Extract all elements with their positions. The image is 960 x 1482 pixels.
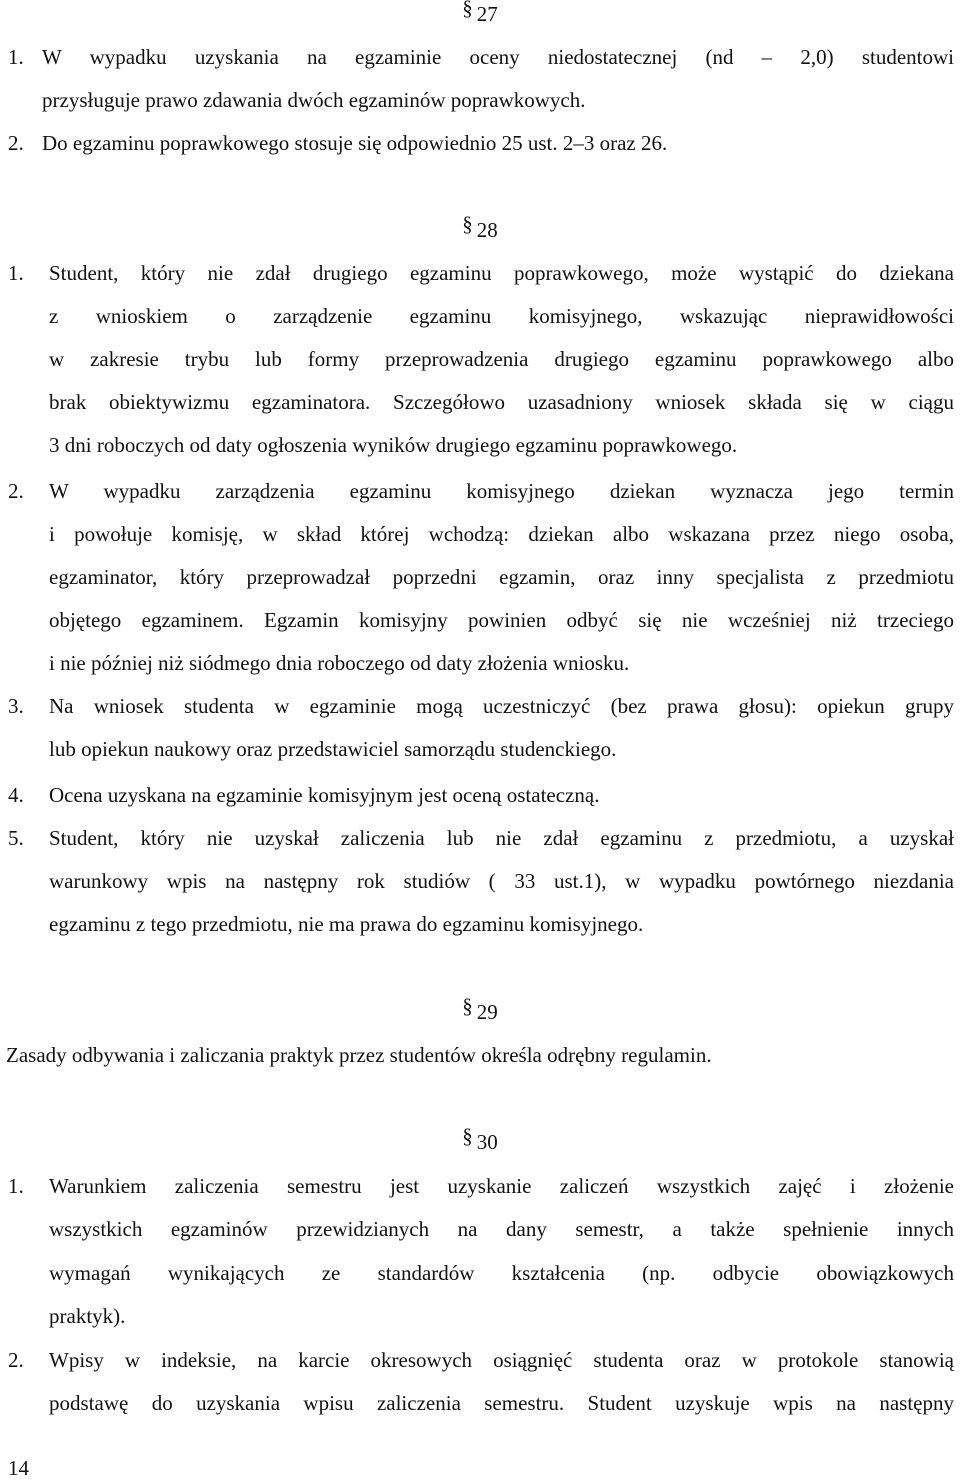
text-line: W wypadku uzyskania na egzaminie oceny niedostatecznej (nd – 2,0) studentowi [42,45,954,69]
item-number: 2. [8,479,24,503]
text-line: wszystkich egzaminów przewidzianych na dany semestr, a także spełnienie innych [49,1217,954,1241]
section-sign-icon: § [462,1124,473,1148]
paragraph: Zasady odbywania i zaliczania praktyk przez studentów określa odrębny regulamin. [6,1043,712,1067]
text-line: 3 dni roboczych od daty ogłoszenia wyników drugiego egzaminu poprawkowego. [49,433,738,457]
text-line: przysługuje prawo zdawania dwóch egzaminów poprawkowych. [42,88,586,112]
text-line: W wypadku zarządzenia egzaminu komisyjnego dziekan wyznacza jego termin [49,479,954,503]
section-sign-icon: § [462,212,473,236]
text-line: Student, który nie zdał drugiego egzaminu poprawkowego, może wystąpić do dziekana [49,261,954,285]
text-line: Student, który nie uzyskał zaliczenia lub nie zdał egzaminu z przedmiotu, a uzyskał [49,826,954,850]
text-line: Na wniosek studenta w egzaminie mogą uczestniczyć (bez prawa głosu): opiekun grupy [49,694,954,718]
item-number: 1. [8,45,24,69]
section-heading-28: § 28 [462,212,498,242]
text-line: Warunkiem zaliczenia semestru jest uzyskanie zaliczeń wszystkich zajęć i złożenie [49,1174,954,1198]
text-line: podstawę do uzyskania wpisu zaliczenia semestru. Student uzyskuje wpis na następny [49,1391,954,1415]
text-line: i nie później niż siódmego dnia roboczego od daty złożenia wniosku. [49,651,630,675]
page-number: 14 [8,1456,29,1480]
text-line: i powołuje komisję, w skład której wchodzą: dziekan albo wskazana przez niego osoba, [49,522,954,546]
section-sign-icon: § [462,0,473,20]
section-heading-27: § 27 [0,0,960,28]
text-line: Do egzaminu poprawkowego stosuje się odpowiednio 25 ust. 2–3 oraz 26. [42,131,668,155]
item-number: 2. [8,131,24,155]
text-line: z wnioskiem o zarządzenie egzaminu komisyjnego, wskazując nieprawidłowości [49,304,954,328]
text-line: egzaminator, który przeprowadzał poprzedni egzamin, oraz inny specjalista z przedmiotu [49,565,954,589]
item-number: 4. [8,783,24,807]
section-sign-icon: § [462,994,473,1018]
item-number: 2. [8,1348,24,1372]
item-number: 1. [8,1174,24,1198]
text-line: warunkowy wpis na następny rok studiów ( 33 ust.1), w wypadku powtórnego niezdania [49,869,954,893]
text-line: praktyk). [49,1304,126,1328]
item-number: 5. [8,826,24,850]
text-line: wymagań wynikających ze standardów kształcenia (np. odbycie obowiązkowych [49,1261,954,1285]
item-number: 1. [8,261,24,285]
text-line: egzaminu z tego przedmiotu, nie ma prawa do egzaminu komisyjnego. [49,912,644,936]
text-line: Wpisy w indeksie, na karcie okresowych osiągnięć studenta oraz w protokole stanowią [49,1348,954,1372]
text-line: lub opiekun naukowy oraz przedstawiciel samorządu studenckiego. [49,737,617,761]
text-line: Ocena uzyskana na egzaminie komisyjnym jest oceną ostateczną. [49,783,600,807]
text-line: brak obiektywizmu egzaminatora. Szczegółowo uzasadniony wniosek składa się w ciągu [49,390,954,414]
section-heading-30: § 30 [462,1124,498,1154]
section-heading-29: § 29 [462,994,498,1024]
text-line: objętego egzaminem. Egzamin komisyjny powinien odbyć się nie wcześniej niż trzeciego [49,608,954,632]
item-number: 3. [8,694,24,718]
text-line: w zakresie trybu lub formy przeprowadzenia drugiego egzaminu poprawkowego albo [49,347,954,371]
